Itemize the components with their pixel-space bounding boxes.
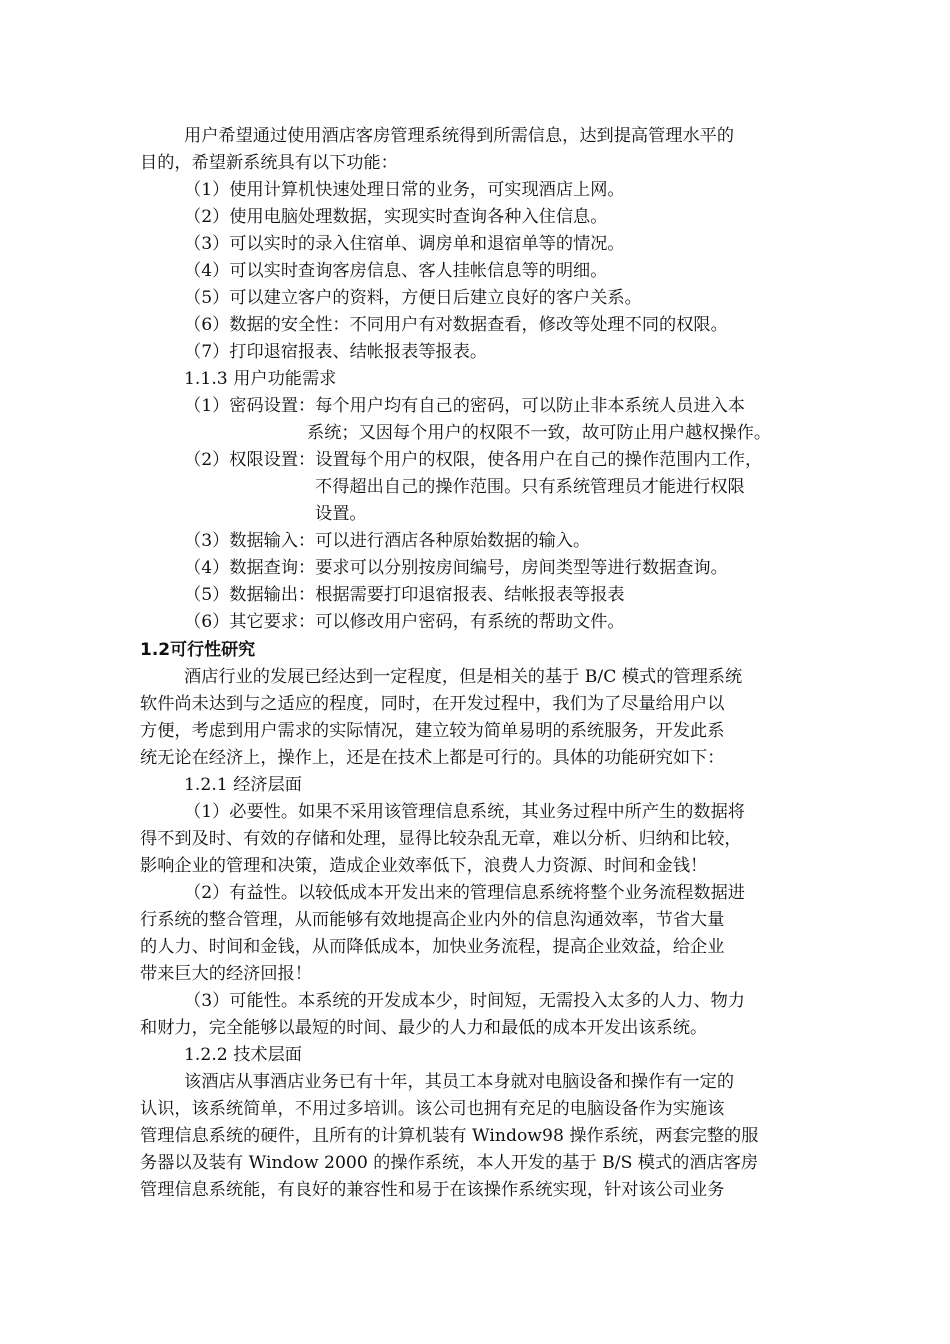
econ-necessity-line-3: 影响企业的管理和决策，造成企业效率低下，浪费人力资源、时间和金钱！ [140,856,708,876]
requirement-input: （3）数据输入：可以进行酒店各种原始数据的输入。 [184,531,591,551]
tech-para-line-3: 管理信息系统的硬件，且所有的计算机装有 Window98 操作系统，两套完整的服 [140,1126,759,1146]
function-item-6: （6）数据的安全性：不同用户有对数据查看，修改等处理不同的权限。 [184,315,728,335]
econ-benefit-line-1: （2）有益性。以较低成本开发出来的管理信息系统将整个业务流程数据进 [184,883,745,903]
feasibility-para-line-3: 方便，考虑到用户需求的实际情况，建立较为简单易明的系统服务，开发此系 [140,721,725,741]
econ-necessity-line-1: （1）必要性。如果不采用该管理信息系统，其业务过程中所产生的数据将 [184,802,745,822]
requirement-query: （4）数据查询：要求可以分别按房间编号，房间类型等进行数据查询。 [184,558,728,578]
requirement-other: （6）其它要求：可以修改用户密码，有系统的帮助文件。 [184,612,625,632]
tech-para-line-1: 该酒店从事酒店业务已有十年，其员工本身就对电脑设备和操作有一定的 [184,1072,735,1092]
econ-possibility-line-1: （3）可能性。本系统的开发成本少，时间短，无需投入太多的人力、物力 [184,991,745,1011]
intro-line-1: 用户希望通过使用酒店客房管理系统得到所需信息，达到提高管理水平的 [184,126,735,146]
section-title-1-2-2: 1.2.2 技术层面 [184,1045,302,1065]
function-item-2: （2）使用电脑处理数据，实现实时查询各种入住信息。 [184,207,608,227]
function-item-4: （4）可以实时查询客房信息、客人挂帐信息等的明细。 [184,261,608,281]
tech-para-line-2: 认识，该系统简单，不用过多培训。该公司也拥有充足的电脑设备作为实施该 [140,1099,725,1119]
feasibility-para-line-4: 统无论在经济上，操作上，还是在技术上都是可行的。具体的功能研究如下： [140,748,725,768]
feasibility-para-line-1: 酒店行业的发展已经达到一定程度，但是相关的基于 B/C 模式的管理系统 [184,667,743,687]
intro-line-2: 目的，希望新系统具有以下功能： [140,153,398,173]
econ-possibility-line-2: 和财力，完全能够以最短的时间、最少的人力和最低的成本开发出该系统。 [140,1018,708,1038]
tech-para-line-4: 务器以及装有 Window 2000 的操作系统，本人开发的基于 B/S 模式的酒店客房 [140,1153,759,1173]
function-item-7: （7）打印退宿报表、结帐报表等报表。 [184,342,488,362]
section-heading-1-2: 1.2可行性研究 [140,640,256,660]
function-item-5: （5）可以建立客户的资料，方便日后建立良好的客户关系。 [184,288,642,308]
requirement-permission-line-1: （2）权限设置：设置每个用户的权限，使各用户在自己的操作范围内工作， [184,450,763,470]
requirement-permission-line-2: 不得超出自己的操作范围。只有系统管理员才能进行权限 [315,477,745,497]
econ-benefit-line-4: 带来巨大的经济回报！ [140,964,312,984]
requirement-permission-line-3: 设置。 [315,504,367,524]
requirement-output: （5）数据输出：根据需要打印退宿报表、结帐报表等报表 [184,585,625,605]
econ-benefit-line-3: 的人力、时间和金钱，从而降低成本，加快业务流程，提高企业效益，给企业 [140,937,725,957]
tech-para-line-5: 管理信息系统能，有良好的兼容性和易于在该操作系统实现，针对该公司业务 [140,1180,725,1200]
requirement-password-line-2: 系统；又因每个用户的权限不一致，故可防止用户越权操作。 [307,423,772,443]
econ-necessity-line-2: 得不到及时、有效的存储和处理，显得比较杂乱无章，难以分析、归纳和比较， [140,829,742,849]
section-title-1-2-1: 1.2.1 经济层面 [184,775,302,795]
function-item-1: （1）使用计算机快速处理日常的业务，可实现酒店上网。 [184,180,625,200]
function-item-3: （3）可以实时的录入住宿单、调房单和退宿单等的情况。 [184,234,625,254]
requirement-password-line-1: （1）密码设置：每个用户均有自己的密码，可以防止非本系统人员进入本 [184,396,745,416]
feasibility-para-line-2: 软件尚未达到与之适应的程度，同时，在开发过程中，我们为了尽量给用户以 [140,694,725,714]
section-title-1-1-3: 1.1.3 用户功能需求 [184,369,337,389]
econ-benefit-line-2: 行系统的整合管理，从而能够有效地提高企业内外的信息沟通效率，节省大量 [140,910,725,930]
